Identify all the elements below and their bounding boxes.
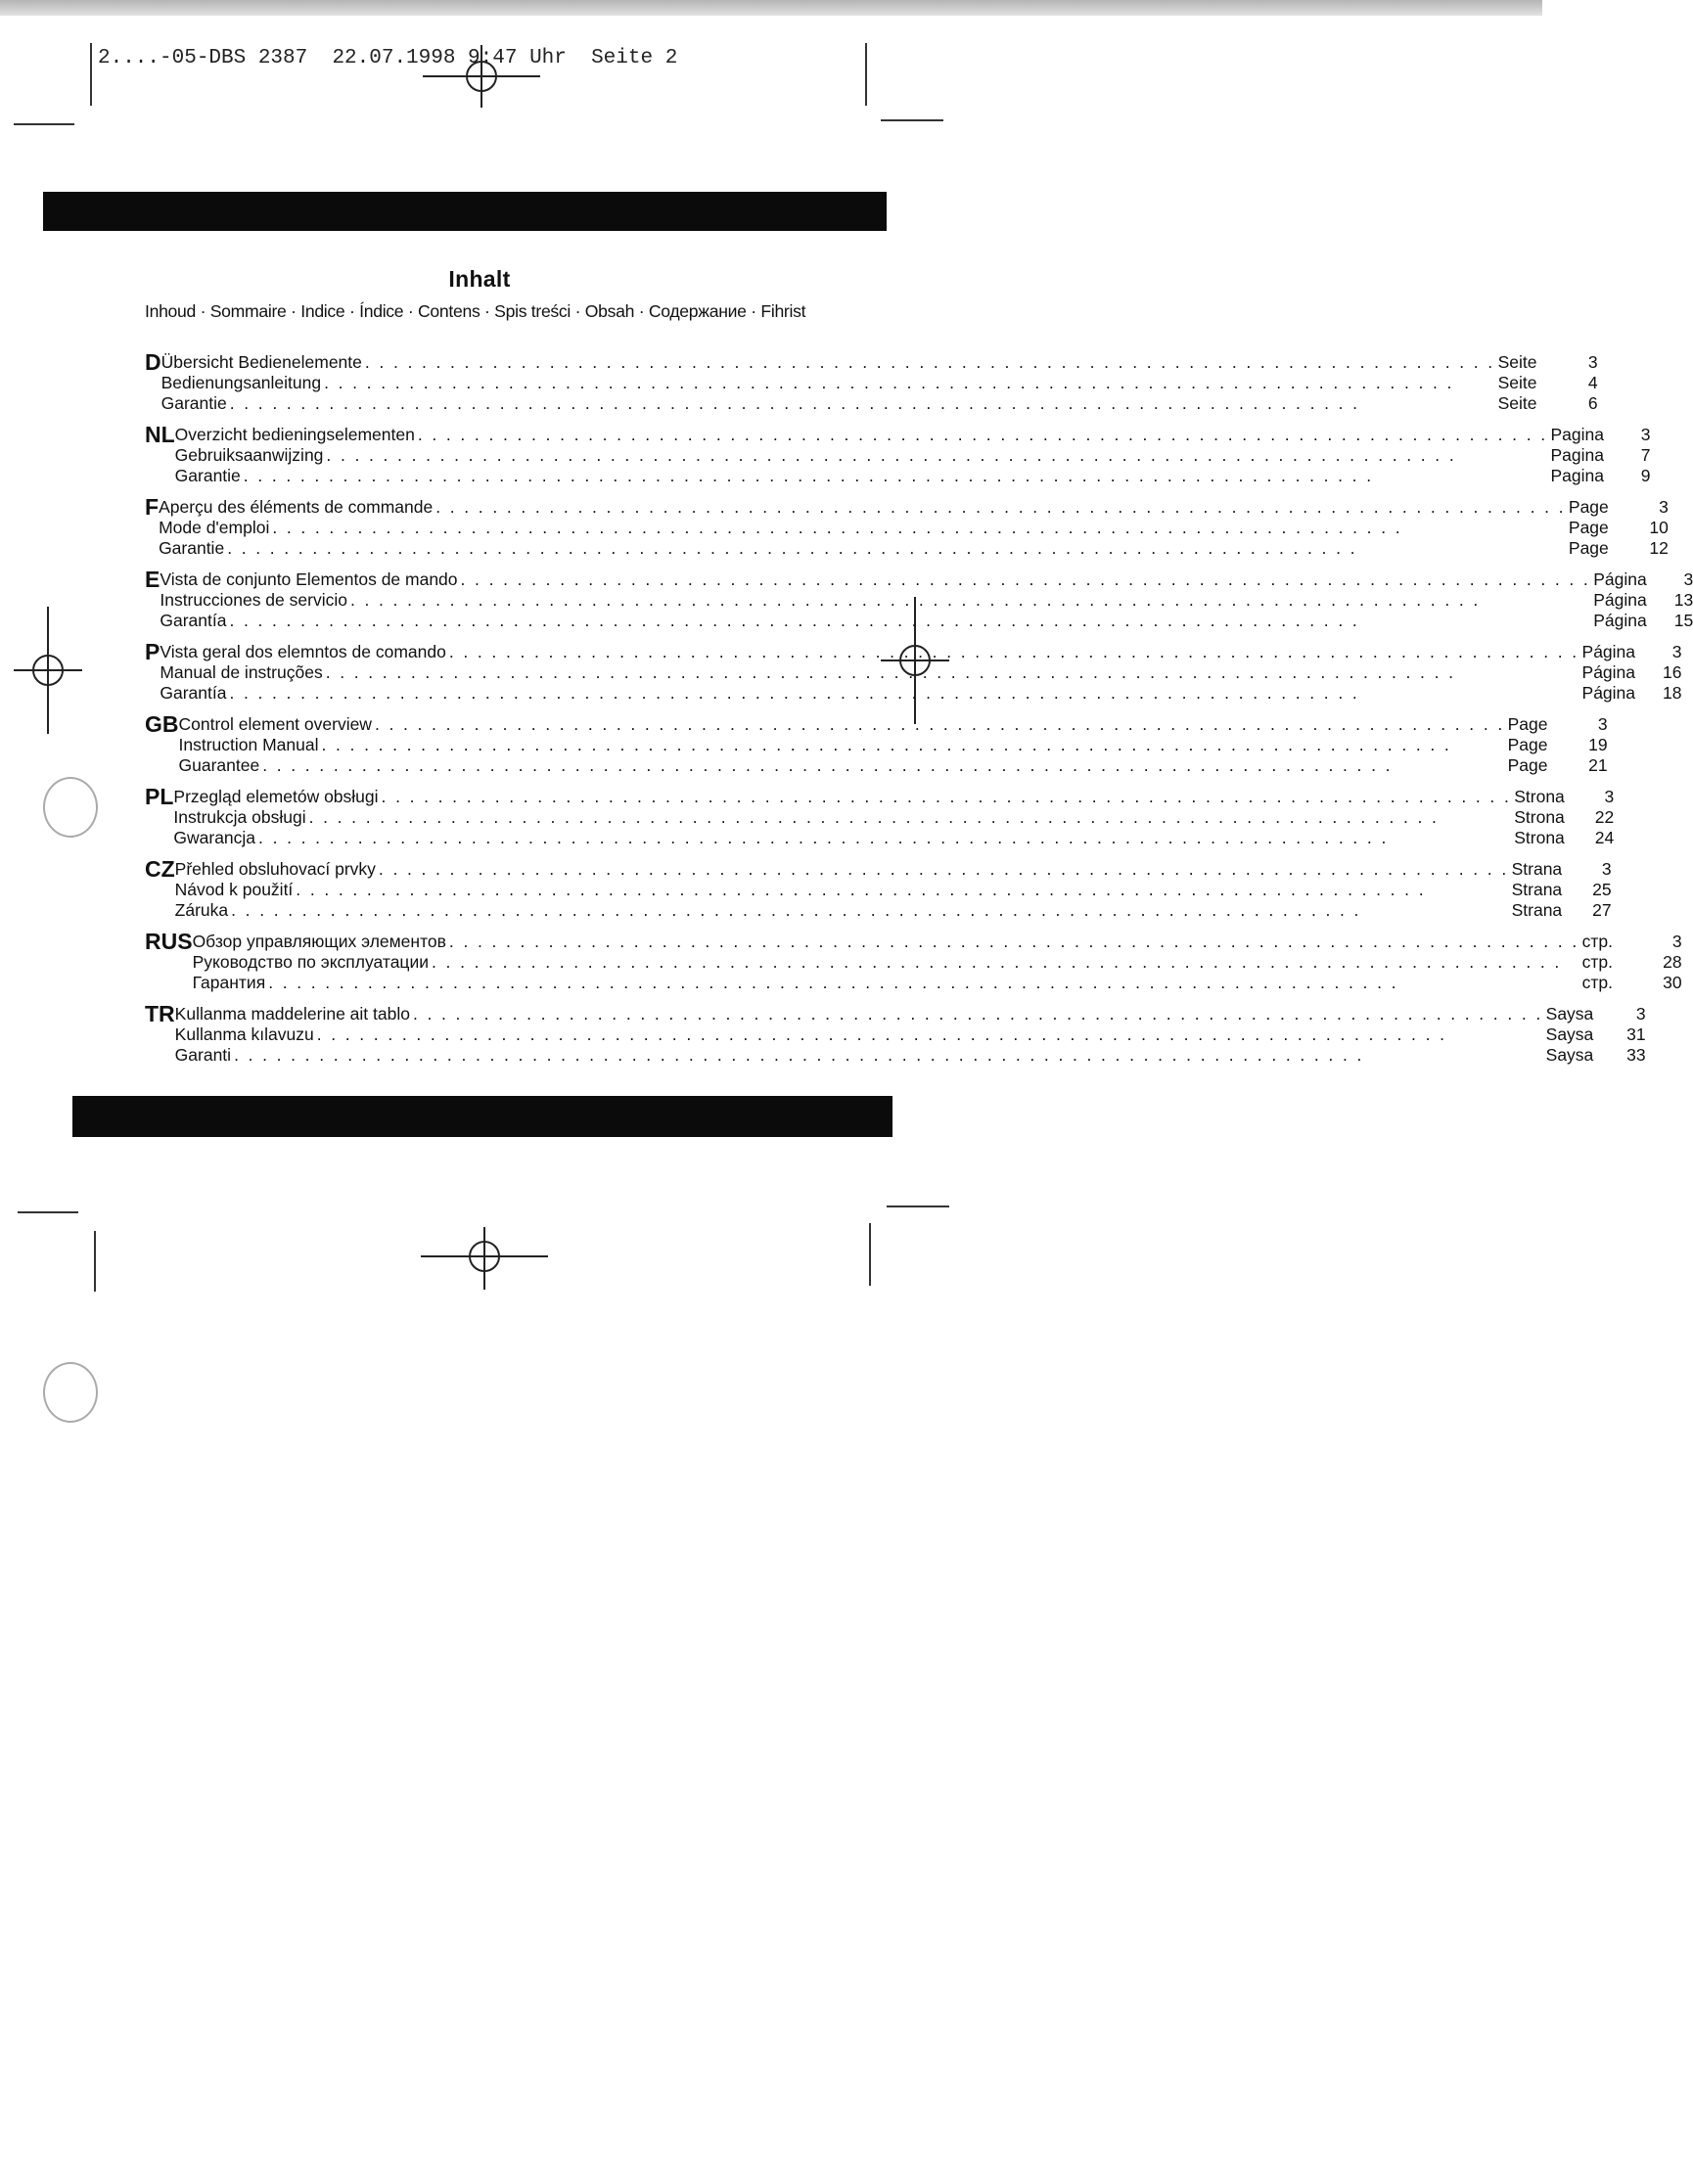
page-number: 31	[1626, 1024, 1646, 1044]
dot-leader: . . . . . . . . . . . . . . . . . . . . . . . . . . . . . . . . . . . . . . . . . . . . . . . . . . . . . . . . . . . . . . . . . . . . . . . . . . . . . . . .	[234, 1045, 1364, 1065]
toc-entry	[161, 352, 1598, 373]
toc-section	[145, 639, 1682, 714]
toc-entry	[179, 714, 1608, 735]
entry-label: Gebruiksaanwijzing	[174, 445, 324, 465]
toc-section	[145, 711, 1608, 787]
entry-label: Kullanma maddelerine ait tablo	[174, 1004, 410, 1024]
page-word: Página	[1593, 611, 1647, 630]
page-word: Strana	[1511, 880, 1563, 899]
dot-leader: . . . . . . . . . . . . . . . . . . . . . . . . . . . . . . . . . . . . . . . . . . . . . . . . . . . . . . . . . . . . . . . . . . . . . . . . . . . . . . . .	[296, 880, 1426, 899]
page-number: 3	[1683, 569, 1693, 589]
page-word: Saysa	[1545, 1024, 1594, 1044]
toc-entry	[160, 662, 1681, 683]
page-word: Strona	[1514, 807, 1565, 827]
page-number: 28	[1663, 952, 1682, 972]
footer-black-bar	[72, 1096, 892, 1137]
page-number: 3	[1597, 714, 1608, 734]
page-word: Page	[1568, 497, 1609, 517]
entry-label: Przegląd elemetów obsługi	[173, 787, 379, 806]
page-word: Página	[1581, 662, 1636, 682]
entry-label: Garantía	[160, 683, 227, 703]
entry-label: Guarantee	[178, 755, 260, 775]
dot-leader: . . . . . . . . . . . . . . . . . . . . . . . . . . . . . . . . . . . . . . . . . . . . . . . . . . . . . . . . . . . . . . . . . . . . . . . . . . . . . . . .	[316, 1024, 1447, 1044]
dot-leader: . . . . . . . . . . . . . . . . . . . . . . . . . . . . . . . . . . . . . . . . . . . . . . . . . . . . . . . . . . . . . . . . . . . . . . . . . . . . . . . .	[417, 425, 1548, 444]
dot-leader: . . . . . . . . . . . . . . . . . . . . . . . . . . . . . . . . . . . . . . . . . . . . . . . . . . . . . . . . . . . . . . . . . . . . . . . . . . . . . . . .	[326, 445, 1457, 465]
page-word: Pagina	[1550, 445, 1604, 465]
entry-label: Garantie	[160, 393, 227, 413]
page-word: Strana	[1511, 900, 1563, 920]
page-word: Strona	[1514, 787, 1565, 806]
language-code: CZ	[145, 856, 175, 882]
language-code: E	[145, 567, 160, 592]
language-code: GB	[145, 711, 179, 737]
page-number: 18	[1663, 683, 1682, 703]
toc-section	[145, 422, 1651, 497]
page-word: Page	[1507, 735, 1548, 754]
dot-leader: . . . . . . . . . . . . . . . . . . . . . . . . . . . . . . . . . . . . . . . . . . . . . . . . . . . . . . . . . . . . . . . . . . . . . . . . . . . . . . . .	[321, 735, 1452, 754]
page-number: 3	[1601, 859, 1612, 879]
table-of-contents	[145, 349, 1693, 1076]
page-number: 3	[1640, 425, 1651, 444]
language-code: PL	[145, 784, 174, 809]
dot-leader: . . . . . . . . . . . . . . . . . . . . . . . . . . . . . . . . . . . . . . . . . . . . . . . . . . . . . . . . . . . . . . . . . . . . . . . . . . . . . . . .	[378, 859, 1509, 879]
dot-leader: . . . . . . . . . . . . . . . . . . . . . . . . . . . . . . . . . . . . . . . . . . . . . . . . . . . . . . . . . . . . . . . . . . . . . . . . . . . . . . . .	[272, 518, 1402, 537]
page-title: Inhalt	[448, 266, 511, 292]
page-number: 3	[1635, 1004, 1646, 1024]
toc-entry	[175, 466, 1651, 486]
entry-label: Vista geral dos elemntos de comando	[160, 642, 446, 661]
entry-label: Přehled obsluhovací prvky	[174, 859, 376, 879]
toc-entry	[160, 569, 1693, 590]
language-code: NL	[145, 422, 175, 447]
entry-label: Übersicht Bedienelemente	[160, 352, 362, 372]
language-code: RUS	[145, 929, 193, 954]
dot-leader: . . . . . . . . . . . . . . . . . . . . . . . . . . . . . . . . . . . . . . . . . . . . . . . . . . . . . . . . . . . . . . . . . . . . . . . . . . . . . . . .	[308, 807, 1440, 827]
dot-leader: . . . . . . . . . . . . . . . . . . . . . . . . . . . . . . . . . . . . . . . . . . . . . . . . . . . . . . . . . . . . . . . . . . . . . . . . . . . . . . . .	[324, 373, 1454, 392]
page-number: 3	[1659, 497, 1669, 517]
crop-mark-top-right-horizontal	[881, 119, 943, 121]
page-number: 4	[1587, 373, 1598, 392]
page-word: Strana	[1511, 859, 1563, 879]
page-number: 3	[1671, 932, 1682, 951]
toc-entry	[175, 425, 1651, 445]
page-number: 10	[1649, 518, 1669, 537]
toc-section	[145, 929, 1682, 1004]
entry-label: Gwarancja	[173, 828, 256, 847]
registration-mark-bottom	[421, 1227, 548, 1290]
page-number: 15	[1673, 611, 1693, 630]
entry-label: Control element overview	[178, 714, 372, 734]
dot-leader: . . . . . . . . . . . . . . . . . . . . . . . . . . . . . . . . . . . . . . . . . . . . . . . . . . . . . . . . . . . . . . . . . . . . . . . . . . . . . . . .	[448, 932, 1579, 951]
dot-leader: . . . . . . . . . . . . . . . . . . . . . . . . . . . . . . . . . . . . . . . . . . . . . . . . . . . . . . . . . . . . . . . . . . . . . . . . . . . . . . . .	[262, 755, 1393, 775]
crop-mark-bottom-right-horizontal	[887, 1206, 949, 1207]
toc-entry	[160, 683, 1681, 704]
toc-section	[145, 856, 1612, 932]
header-black-bar	[43, 192, 887, 231]
entry-label: Instruction Manual	[178, 735, 319, 754]
page-number: 27	[1592, 900, 1612, 920]
entry-label: Vista de conjunto Elementos de mando	[160, 569, 458, 589]
page-number: 3	[1671, 642, 1682, 661]
toc-section	[145, 494, 1669, 569]
print-slug: 2....-05-DBS 2387 22.07.1998 9:47 Uhr Seite 2	[98, 47, 678, 69]
dot-leader: . . . . . . . . . . . . . . . . . . . . . . . . . . . . . . . . . . . . . . . . . . . . . . . . . . . . . . . . . . . . . . . . . . . . . . . . . . . . . . . .	[231, 900, 1361, 920]
page-word: стр.	[1581, 952, 1613, 972]
dot-leader: . . . . . . . . . . . . . . . . . . . . . . . . . . . . . . . . . . . . . . . . . . . . . . . . . . . . . . . . . . . . . . . . . . . . . . . . . . . . . . . .	[229, 683, 1360, 703]
entry-label: Manual de instruções	[160, 662, 323, 682]
page-word: Page	[1568, 518, 1609, 537]
page-word: Pagina	[1550, 425, 1604, 444]
page-number: 21	[1588, 755, 1608, 775]
dot-leader: . . . . . . . . . . . . . . . . . . . . . . . . . . . . . . . . . . . . . . . . . . . . . . . . . . . . . . . . . . . . . . . . . . . . . . . . . . . . . . . .	[435, 497, 1566, 517]
page-number: 12	[1649, 538, 1669, 558]
page-word: Page	[1568, 538, 1609, 558]
page-word: Seite	[1497, 373, 1537, 392]
entry-label: Záruka	[174, 900, 229, 920]
page-word: стр.	[1581, 973, 1613, 992]
language-code: TR	[145, 1001, 175, 1026]
crop-mark-bottom-left-horizontal	[18, 1211, 78, 1213]
punch-hole-lower	[43, 1362, 98, 1423]
dot-leader: . . . . . . . . . . . . . . . . . . . . . . . . . . . . . . . . . . . . . . . . . . . . . . . . . . . . . . . . . . . . . . . . . . . . . . . . . . . . . . . .	[460, 569, 1591, 589]
entry-label: Garantie	[174, 466, 241, 485]
toc-entry	[193, 973, 1682, 993]
page-word: Página	[1593, 569, 1647, 589]
toc-entry	[175, 880, 1612, 900]
toc-entry	[161, 393, 1598, 414]
toc-entry	[161, 373, 1598, 393]
page-word: Página	[1581, 683, 1636, 703]
punch-hole-upper	[43, 777, 98, 838]
entry-label: Garanti	[174, 1045, 232, 1065]
language-code: F	[145, 494, 160, 520]
dot-leader: . . . . . . . . . . . . . . . . . . . . . . . . . . . . . . . . . . . . . . . . . . . . . . . . . . . . . . . . . . . . . . . . . . . . . . . . . . . . . . . .	[227, 538, 1357, 558]
dot-leader: . . . . . . . . . . . . . . . . . . . . . . . . . . . . . . . . . . . . . . . . . . . . . . . . . . . . . . . . . . . . . . . . . . . . . . . . . . . . . . . .	[325, 662, 1456, 682]
dot-leader: . . . . . . . . . . . . . . . . . . . . . . . . . . . . . . . . . . . . . . . . . . . . . . . . . . . . . . . . . . . . . . . . . . . . . . . . . . . . . . . .	[374, 714, 1505, 734]
toc-entry	[159, 497, 1669, 518]
dot-leader: . . . . . . . . . . . . . . . . . . . . . . . . . . . . . . . . . . . . . . . . . . . . . . . . . . . . . . . . . . . . . . . . . . . . . . . . . . . . . . . .	[258, 828, 1389, 847]
crop-mark-top-right-vertical	[865, 43, 867, 106]
toc-entry	[175, 1024, 1646, 1045]
dot-leader: . . . . . . . . . . . . . . . . . . . . . . . . . . . . . . . . . . . . . . . . . . . . . . . . . . . . . . . . . . . . . . . . . . . . . . . . . . . . . . . .	[229, 611, 1360, 630]
page-word: Pagina	[1550, 466, 1604, 485]
toc-entry	[160, 642, 1681, 662]
entry-label: Руководство по эксплуатации	[192, 952, 430, 972]
toc-entry	[160, 611, 1693, 631]
page-word: Strona	[1514, 828, 1565, 847]
toc-section	[145, 567, 1693, 642]
page-number: 9	[1640, 466, 1651, 485]
dot-leader: . . . . . . . . . . . . . . . . . . . . . . . . . . . . . . . . . . . . . . . . . . . . . . . . . . . . . . . . . . . . . . . . . . . . . . . . . . . . . . . .	[381, 787, 1512, 806]
toc-entry	[159, 518, 1669, 538]
page-number: 30	[1663, 973, 1682, 992]
toc-entry	[175, 900, 1612, 921]
page-word: Page	[1507, 714, 1548, 734]
crop-mark-bottom-left-vertical	[94, 1231, 96, 1292]
dot-leader: . . . . . . . . . . . . . . . . . . . . . . . . . . . . . . . . . . . . . . . . . . . . . . . . . . . . . . . . . . . . . . . . . . . . . . . . . . . . . . . .	[243, 466, 1374, 485]
page-word: Página	[1581, 642, 1636, 661]
toc-section	[145, 349, 1598, 425]
page-word: Page	[1507, 755, 1548, 775]
toc-section	[145, 1001, 1646, 1076]
page-number: 22	[1594, 807, 1615, 827]
page-number: 24	[1594, 828, 1615, 847]
page-word: Seite	[1497, 393, 1537, 413]
toc-entry	[175, 859, 1612, 880]
entry-label: Návod k použití	[174, 880, 294, 899]
toc-entry	[175, 1004, 1646, 1024]
page-word: Seite	[1497, 352, 1537, 372]
entry-label: Garantía	[160, 611, 227, 630]
crop-mark-top-left-horizontal	[14, 123, 74, 125]
entry-label: Instrucciones de servicio	[160, 590, 347, 610]
entry-label: Garantie	[159, 538, 225, 558]
entry-label: Mode d'emploi	[159, 518, 270, 537]
page-number: 33	[1626, 1045, 1646, 1065]
entry-label: Overzicht bedieningselementen	[174, 425, 415, 444]
toc-section	[145, 784, 1615, 859]
toc-entry	[179, 735, 1608, 755]
page-word: Página	[1593, 590, 1647, 610]
dot-leader: . . . . . . . . . . . . . . . . . . . . . . . . . . . . . . . . . . . . . . . . . . . . . . . . . . . . . . . . . . . . . . . . . . . . . . . . . . . . . . . .	[412, 1004, 1543, 1024]
page-number: 3	[1604, 787, 1615, 806]
toc-entry	[193, 952, 1682, 973]
page-word: Saysa	[1545, 1004, 1594, 1024]
page-number: 3	[1587, 352, 1598, 372]
page-number: 25	[1592, 880, 1612, 899]
toc-entry	[175, 445, 1651, 466]
page-number: 7	[1640, 445, 1651, 465]
entry-label: Instrukcja obsługi	[173, 807, 306, 827]
entry-label: Kullanma kılavuzu	[174, 1024, 314, 1044]
page-number: 13	[1673, 590, 1693, 610]
page-word: Saysa	[1545, 1045, 1594, 1065]
entry-label: Гарантия	[192, 973, 266, 992]
entry-label: Aperçu des éléments de commande	[159, 497, 434, 517]
registration-mark-top	[413, 45, 550, 108]
page-number: 19	[1588, 735, 1608, 754]
dot-leader: . . . . . . . . . . . . . . . . . . . . . . . . . . . . . . . . . . . . . . . . . . . . . . . . . . . . . . . . . . . . . . . . . . . . . . . . . . . . . . . .	[268, 973, 1398, 992]
toc-entry	[173, 787, 1614, 807]
toc-entry	[193, 932, 1682, 952]
toc-entry	[160, 590, 1693, 611]
toc-entry	[179, 755, 1608, 776]
entry-label: Bedienungsanleitung	[160, 373, 322, 392]
dot-leader: . . . . . . . . . . . . . . . . . . . . . . . . . . . . . . . . . . . . . . . . . . . . . . . . . . . . . . . . . . . . . . . . . . . . . . . . . . . . . . . .	[349, 590, 1481, 610]
languages-line: Inhoud · Sommaire · Indice · Índice · Contens · Spis treści · Obsah · Содержание · Fihrist	[145, 301, 806, 321]
page-word: стр.	[1581, 932, 1613, 951]
toc-entry	[175, 1045, 1646, 1066]
crop-mark-bottom-right-vertical	[869, 1223, 871, 1286]
language-code: D	[145, 349, 161, 375]
crop-mark-top-left-vertical	[90, 43, 92, 106]
dot-leader: . . . . . . . . . . . . . . . . . . . . . . . . . . . . . . . . . . . . . . . . . . . . . . . . . . . . . . . . . . . . . . . . . . . . . . . . . . . . . . . .	[229, 393, 1360, 413]
toc-entry	[173, 828, 1614, 848]
page-number: 16	[1663, 662, 1682, 682]
registration-mark-left	[14, 607, 82, 734]
page-number: 6	[1587, 393, 1598, 413]
language-code: P	[145, 639, 160, 664]
scan-top-edge	[0, 0, 1542, 16]
entry-label: Обзор управляющих элементов	[192, 932, 446, 951]
toc-entry	[159, 538, 1669, 559]
toc-entry	[173, 807, 1614, 828]
dot-leader: . . . . . . . . . . . . . . . . . . . . . . . . . . . . . . . . . . . . . . . . . . . . . . . . . . . . . . . . . . . . . . . . . . . . . . . . . . . . . . . .	[448, 642, 1579, 661]
dot-leader: . . . . . . . . . . . . . . . . . . . . . . . . . . . . . . . . . . . . . . . . . . . . . . . . . . . . . . . . . . . . . . . . . . . . . . . . . . . . . . . .	[364, 352, 1495, 372]
dot-leader: . . . . . . . . . . . . . . . . . . . . . . . . . . . . . . . . . . . . . . . . . . . . . . . . . . . . . . . . . . . . . . . . . . . . . . . . . . . . . . . .	[432, 952, 1562, 972]
